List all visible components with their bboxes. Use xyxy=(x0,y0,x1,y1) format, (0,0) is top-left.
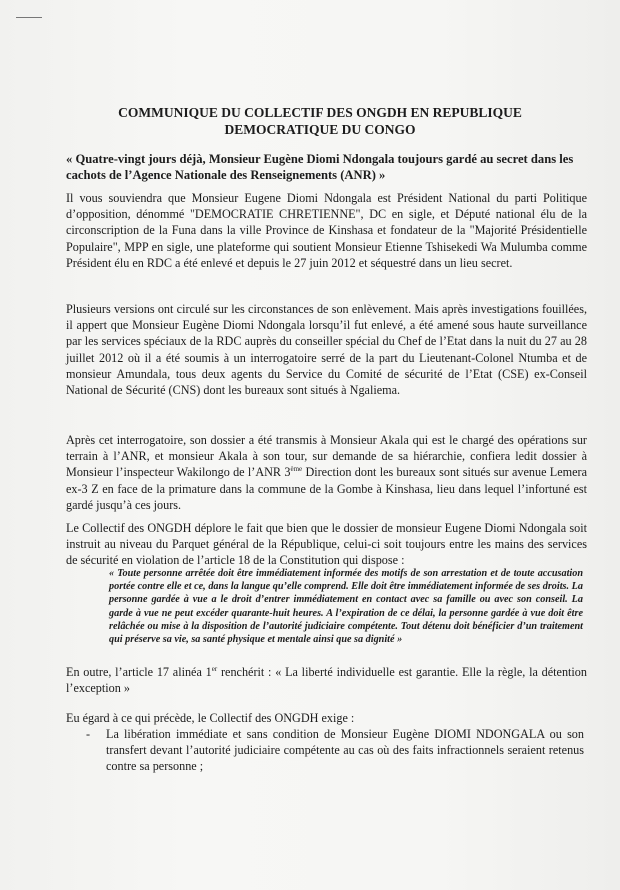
paragraph-transfer-text-b: Direction dont les bureaux sont situés sur avenue Lemera ex-3 Z en face de la primature dans la commune de la Gombe à Kinshasa, lieu dans lequel l’infortuné est gardé jusqu’à ces jours. xyxy=(66,465,587,512)
paragraph-article-17 xyxy=(66,664,587,696)
article-18-quote: « Toute personne arrêtée doit être immédiatement informée des motifs de son arrestation et de toute accusation portée contre elle et ce, dans la langue qu’elle comprend. Elle doit être immédiatement informée de ses droits. La personne gardée à vue a le droit d’entrer immédiatement en contact avec sa famille ou avec son conseil. La garde à vue ne peut excéder quarante-huit heures. A l’expiration de ce délai, la personne gardée à vue doit être relâchée ou mise à la disposition de l’autorité judiciaire compétente. Tout détenu doit bénéficier d’un traitement qui préserve sa vie, sa santé physique et mentale ainsi que sa dignité » xyxy=(109,568,583,646)
communique-subtitle: « Quatre-vingt jours déjà, Monsieur Eugène Diomi Ndongala toujours gardé au secret dans les cachots de l’Agence Nationale des Renseignements (ANR) » xyxy=(66,152,574,182)
paragraph-constitution: Le Collectif des ONGDH déplore le fait que bien que le dossier de monsieur Eugene Diomi Ndongala soit instruit au niveau du Parquet général de la République, celui-ci soit toujours entre les mains des services de sécurité en violation de l’article 18 de la Constitution qui dispose : xyxy=(66,521,587,568)
communique-title: COMMUNIQUE DU COLLECTIF DES ONGDH EN REPUBLIQUE DEMOCRATIQUE DU CONGO xyxy=(118,105,522,137)
ordinal-suffix: ème xyxy=(290,465,303,474)
paragraph-transfer-text-a: Après cet interrogatoire, son dossier a été transmis à Monsieur Akala qui est le chargé des opérations sur terrain à l’ANR, et monsieur Akala à son tour, sur demande de sa hiérarchie, confiera ledit dossier à Monsieur l’inspecteur Wakilongo de l’ANR 3 xyxy=(66,433,587,480)
scan-mark xyxy=(16,17,42,18)
ordinal-suffix: er xyxy=(211,664,218,673)
list-dash: - xyxy=(86,727,91,741)
paragraph-intro: Il vous souviendra que Monsieur Eugene Diomi Ndongala est Président National du parti Politique d’opposition, dénommé "DEMOCRATIE CHRETIENNE", DC en sigle, et Député national élu de la circonscription de la Funa dans la ville Province de Kinshasa et fondateur de la "Majorité Présidentielle Populaire", MPP en sigle, une plateforme qui soutient Monsieur Etienne Tshisekedi Wa Mulumba comme Président élu en RDC a été enlevé et depuis le 27 juin 2012 et séquestré dans un lieu secret. xyxy=(66,191,587,270)
demand-list-item xyxy=(86,726,584,775)
paragraph-article-17-text-a: En outre, l’article 17 alinéa 1 xyxy=(66,665,212,679)
paragraph-transfer xyxy=(66,432,587,513)
paragraph-demands-intro: Eu égard à ce qui précède, le Collectif des ONGDH exige : xyxy=(66,711,355,725)
paragraph-article-17-text-b: renchérit : « La liberté individuelle est garantie. Elle la règle, la détention l’exception » xyxy=(66,665,587,696)
demand-text: La libération immédiate et sans condition de Monsieur Eugène DIOMI NDONGALA ou son transfert devant l’autorité judiciaire compétente au cas où des faits infractionnels seraient retenus contre sa personne ; xyxy=(106,727,584,774)
paragraph-abduction: Plusieurs versions ont circulé sur les circonstances de son enlèvement. Mais après investigations fouillées, il appert que Monsieur Eugène Diomi Ndongala lorsqu’il fut enlevé, a été amené sous haute surveillance par les services spéciaux de la RDC auprès du conseiller spécial du Chef de l’Etat dans la nuit du 27 au 28 juillet 2012 où il a été soumis à un interrogatoire serré de la part du Lieutenant-Colonel Ntumba et de monsieur Amundala, tous deux agents du Service du Comité de sécurité de l’Etat (CSE) ex-Conseil National de Sécurité (CNS) dont les bureaux sont situés à Ngaliema. xyxy=(66,302,587,398)
